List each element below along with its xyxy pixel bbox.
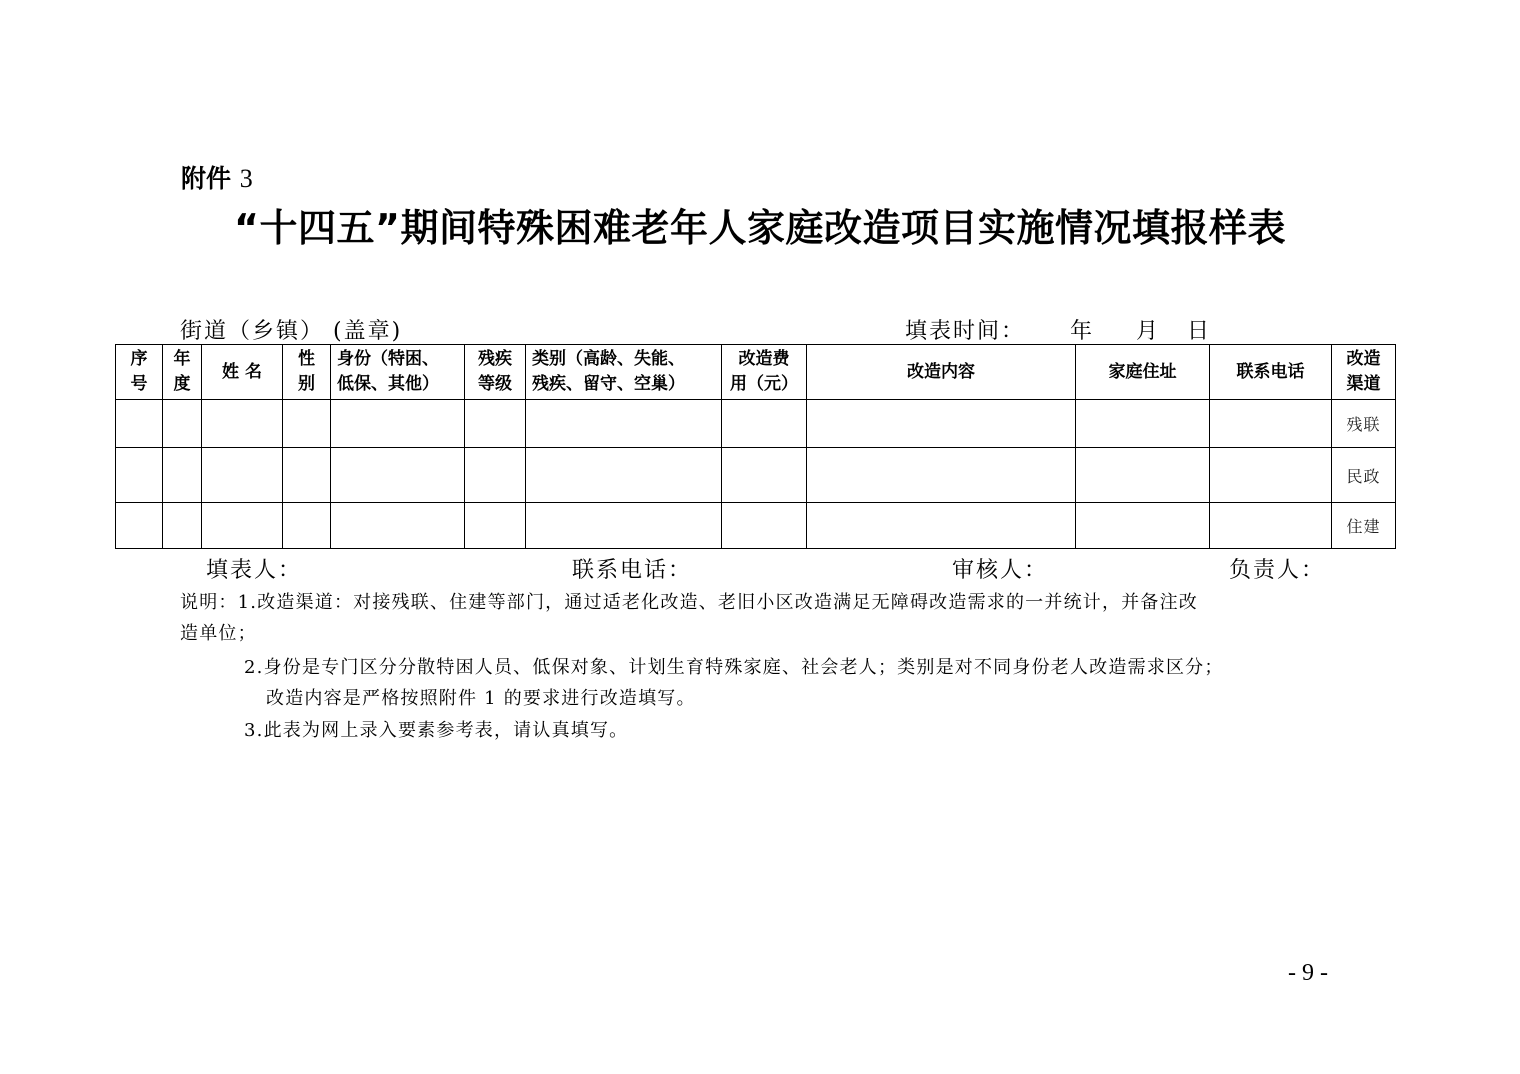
cell-gender[interactable] [283,400,331,448]
cell-cost[interactable] [722,448,807,503]
cell-content[interactable] [807,503,1076,549]
attachment-prefix: 附件 [181,164,232,193]
col-header-gender: 性 别 [283,345,331,400]
note-1: 说明：1.改造渠道：对接残联、住建等部门，通过适老化改造、老旧小区改造满足无障碍改造需求的一并统计，并备注改 [180,592,1198,613]
attachment-number: 3 [239,164,253,193]
street-text: 街道（乡镇） [180,319,325,344]
street-label [180,314,402,345]
fill-time-label: 填表时间： [905,319,1026,344]
cell-seq[interactable] [116,400,163,448]
cell-name[interactable] [202,503,283,549]
table-row [116,503,1396,549]
cell-year[interactable] [163,448,202,503]
cell-seq[interactable] [116,503,163,549]
seal-text: (盖章) [333,319,403,344]
cell-disability-level[interactable] [465,448,526,503]
cell-year[interactable] [163,503,202,549]
cell-channel: 民政 [1332,448,1396,503]
cell-content[interactable] [807,400,1076,448]
cell-cost[interactable] [722,400,807,448]
reviewer-label: 审核人： [952,558,1049,583]
cell-category[interactable] [526,503,722,549]
cell-channel: 残联 [1332,400,1396,448]
col-header-disability-level: 残疾 等级 [465,345,526,400]
col-header-address: 家庭住址 [1076,345,1210,400]
table-row [116,448,1396,503]
cell-phone[interactable] [1210,448,1332,503]
note-3: 3.此表为网上录入要素参考表，请认真填写。 [244,720,629,741]
table-header-row [116,345,1396,400]
page-number: - 9 - [1288,960,1328,986]
col-header-content: 改造内容 [807,345,1076,400]
col-header-identity: 身份（特困、 低保、其他） [331,345,465,400]
note-1-continued: 造单位； [180,623,257,644]
report-table [115,344,1396,549]
cell-cost[interactable] [722,503,807,549]
cell-gender[interactable] [283,503,331,549]
col-header-cost: 改造费 用（元） [722,345,807,400]
month-label: 月 [1136,319,1161,344]
cell-content[interactable] [807,448,1076,503]
cell-identity[interactable] [331,503,465,549]
cell-year[interactable] [163,400,202,448]
contact-phone-label: 联系电话： [572,558,693,583]
col-header-seq: 序 号 [116,345,163,400]
cell-name[interactable] [202,400,283,448]
filler-label: 填表人： [206,558,303,583]
cell-identity[interactable] [331,400,465,448]
cell-phone[interactable] [1210,400,1332,448]
cell-name[interactable] [202,448,283,503]
year-label: 年 [1070,319,1095,344]
cell-channel: 住建 [1332,503,1396,549]
cell-category[interactable] [526,448,722,503]
cell-address[interactable] [1076,503,1210,549]
col-header-name: 姓 名 [202,345,283,400]
cell-gender[interactable] [283,448,331,503]
note-2: 2.身份是专门区分分散特困人员、低保对象、计划生育特殊家庭、社会老人；类别是对不同身份老人改造需求区分； [244,657,1224,678]
attachment-label [181,159,253,195]
col-header-phone: 联系电话 [1210,345,1332,400]
col-header-year: 年 度 [163,345,202,400]
note-2-continued: 改造内容是严格按照附件 1 的要求进行改造填写。 [266,688,696,709]
cell-disability-level[interactable] [465,503,526,549]
cell-disability-level[interactable] [465,400,526,448]
manager-label: 负责人： [1229,558,1326,583]
page-title: “十四五”期间特殊困难老年人家庭改造项目实施情况填报样表 [234,206,1286,250]
cell-phone[interactable] [1210,503,1332,549]
cell-address[interactable] [1076,448,1210,503]
col-header-category: 类别（高龄、失能、 残疾、留守、空巢） [526,345,722,400]
cell-identity[interactable] [331,448,465,503]
cell-category[interactable] [526,400,722,448]
col-header-channel: 改造 渠道 [1332,345,1396,400]
table-row [116,400,1396,448]
day-label: 日 [1187,319,1212,344]
cell-seq[interactable] [116,448,163,503]
cell-address[interactable] [1076,400,1210,448]
